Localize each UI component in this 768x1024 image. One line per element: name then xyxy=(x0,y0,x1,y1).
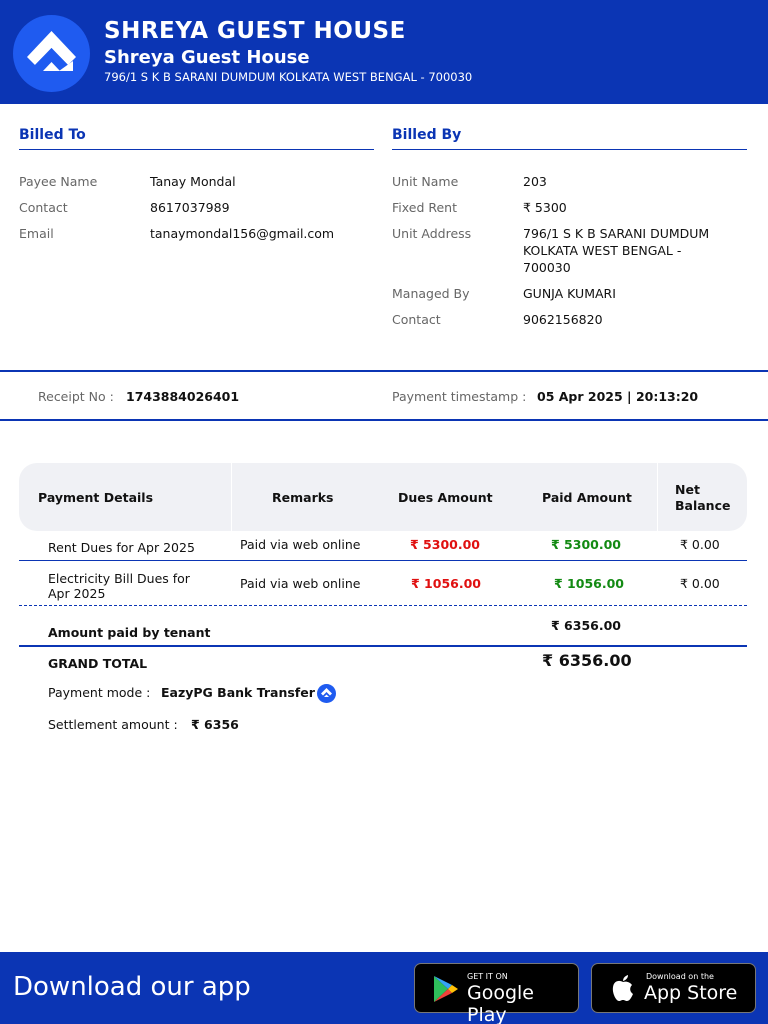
header-remarks: Remarks xyxy=(272,490,334,505)
row-remarks: Paid via web online xyxy=(240,537,361,552)
unit-address-label: Unit Address xyxy=(392,226,472,241)
grand-total-value: ₹ 6356.00 xyxy=(542,651,632,670)
billed-by-title: Billed By xyxy=(392,127,462,143)
payee-name-value: Tanay Mondal xyxy=(150,174,236,189)
receipt-no-label: Receipt No : xyxy=(38,389,114,404)
app-store-button[interactable] xyxy=(591,963,756,1013)
app-store-big-text: App Store xyxy=(644,982,738,1004)
grand-total-divider xyxy=(19,645,747,647)
header-payment-details: Payment Details xyxy=(38,490,154,505)
eazypg-icon xyxy=(317,684,336,703)
payment-mode-label: Payment mode : xyxy=(48,685,151,700)
grand-total-label: GRAND TOTAL xyxy=(48,656,148,671)
unit-address-line2: KOLKATA WEST BENGAL - xyxy=(523,243,682,258)
payee-contact-value: 8617037989 xyxy=(150,200,230,215)
payee-email-value: tanaymondal156@gmail.com xyxy=(150,226,335,241)
row-dues-amount: ₹ 5300.00 xyxy=(410,537,480,552)
unit-name-label: Unit Name xyxy=(392,174,459,189)
settlement-amount-label: Settlement amount : xyxy=(48,717,178,732)
receipt-bar-bottom-border xyxy=(0,419,768,421)
header-bar xyxy=(0,0,768,104)
billed-to-title: Billed To xyxy=(19,127,86,143)
manager-contact-value: 9062156820 xyxy=(523,312,603,327)
property-title: SHREYA GUEST HOUSE xyxy=(104,18,406,44)
row-remarks: Paid via web online xyxy=(240,576,361,591)
google-play-button[interactable] xyxy=(414,963,579,1024)
table-end-dashed-divider xyxy=(19,605,747,606)
managed-by-value: GUNJA KUMARI xyxy=(523,286,616,301)
row-net-balance: ₹ 0.00 xyxy=(680,537,720,552)
row-payment-details-line1: Electricity Bill Dues for xyxy=(48,571,190,586)
row-payment-details: Rent Dues for Apr 2025 xyxy=(48,540,195,555)
amount-paid-label: Amount paid by tenant xyxy=(48,625,211,640)
header-divider xyxy=(657,463,658,531)
row-paid-amount: ₹ 1056.00 xyxy=(554,576,624,591)
payee-contact-label: Contact xyxy=(19,200,68,215)
google-play-small-text: GET IT ON xyxy=(467,972,508,981)
managed-by-label: Managed By xyxy=(392,286,470,301)
payment-timestamp-label: Payment timestamp : xyxy=(392,389,527,404)
row-divider xyxy=(19,560,747,561)
row-payment-details-line2: Apr 2025 xyxy=(48,586,106,601)
amount-paid-value: ₹ 6356.00 xyxy=(551,618,621,633)
house-logo-icon xyxy=(13,15,90,92)
manager-contact-label: Contact xyxy=(392,312,441,327)
unit-address-line1: 796/1 S K B SARANI DUMDUM xyxy=(523,226,710,241)
header-net-balance-line2: Balance xyxy=(675,498,731,513)
billed-by-divider xyxy=(392,149,747,150)
unit-address-line3: 700030 xyxy=(523,260,571,275)
apple-icon xyxy=(610,974,636,1004)
fixed-rent-value: ₹ 5300 xyxy=(523,200,567,215)
unit-name-value: 203 xyxy=(523,174,547,189)
header-net-balance-line1: Net xyxy=(675,482,700,497)
app-store-small-text: Download on the xyxy=(646,972,714,981)
header-paid-amount: Paid Amount xyxy=(542,490,632,505)
property-address: 796/1 S K B SARANI DUMDUM KOLKATA WEST BENGAL - 700030 xyxy=(104,70,473,84)
google-play-big-text: Google Play xyxy=(467,982,535,1024)
row-net-balance: ₹ 0.00 xyxy=(680,576,720,591)
row-paid-amount: ₹ 5300.00 xyxy=(551,537,621,552)
payee-email-label: Email xyxy=(19,226,54,241)
header-dues-amount: Dues Amount xyxy=(398,490,493,505)
payee-name-label: Payee Name xyxy=(19,174,98,189)
row-dues-amount: ₹ 1056.00 xyxy=(411,576,481,591)
google-play-icon xyxy=(433,975,459,1003)
billed-to-divider xyxy=(19,149,374,150)
settlement-amount-value: ₹ 6356 xyxy=(191,717,239,732)
download-app-text: Download our app xyxy=(13,972,251,1002)
fixed-rent-label: Fixed Rent xyxy=(392,200,458,215)
receipt-bar-top-border xyxy=(0,370,768,372)
payment-mode-value: EazyPG Bank Transfer xyxy=(161,685,315,700)
receipt-no-value: 1743884026401 xyxy=(126,389,240,404)
payment-timestamp-value: 05 Apr 2025 | 20:13:20 xyxy=(537,389,699,404)
property-subtitle: Shreya Guest House xyxy=(104,47,310,68)
header-divider xyxy=(231,463,232,531)
